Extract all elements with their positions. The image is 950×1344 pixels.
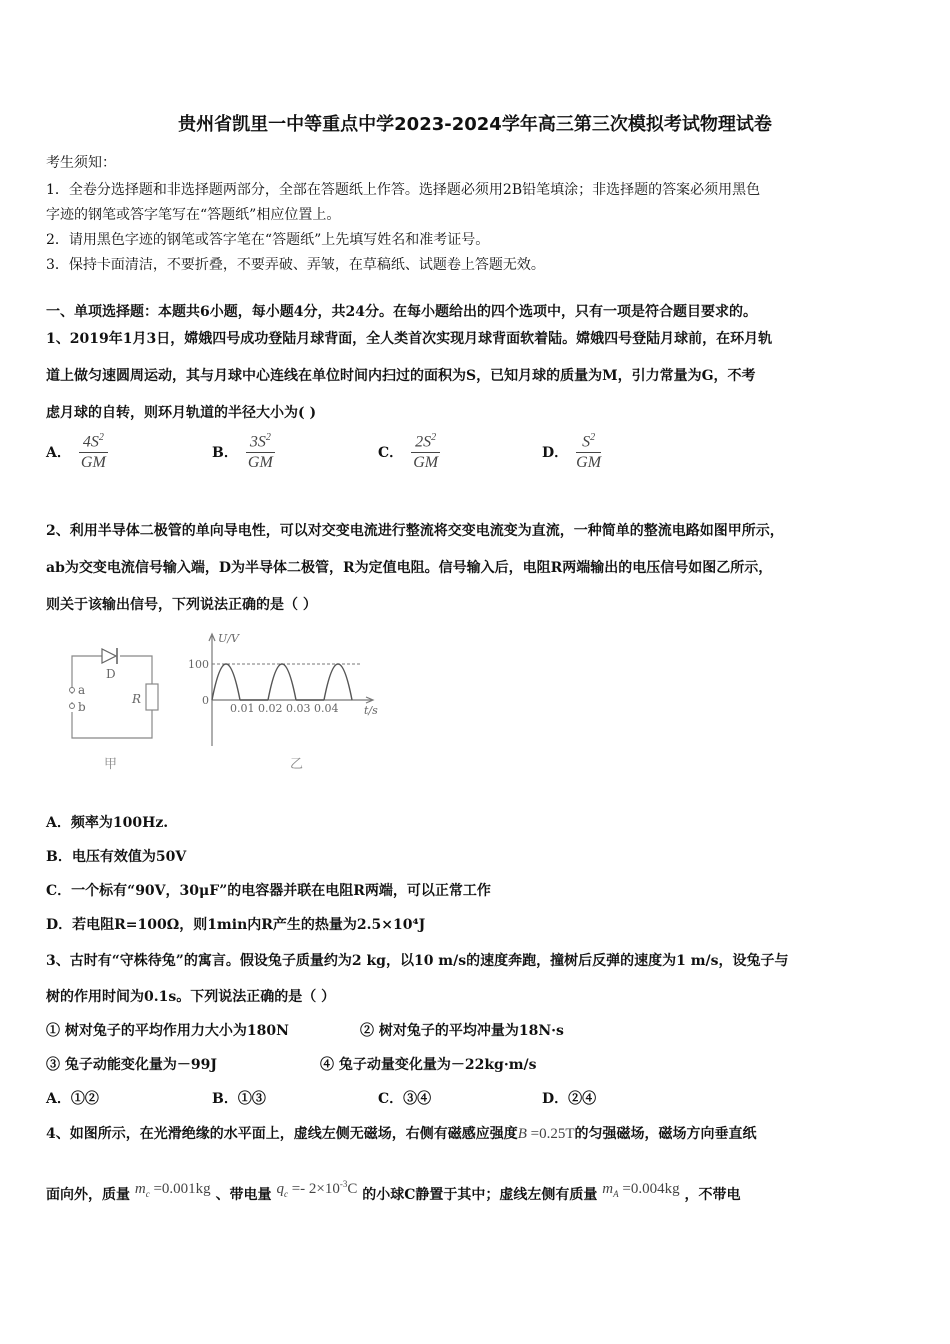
diode-label: D [106, 667, 116, 681]
q2-option-d[interactable]: D．若电阻R=100Ω，则1min内R产生的热量为2.5×10⁴J [46, 917, 426, 933]
q2-line-1: 2、利用半导体二极管的单向导电性，可以对交变电流进行整流将交变电流变为直流，一种简单的整流电路如图甲所示， [46, 523, 784, 539]
q2-option-c[interactable]: C．一个标有“90V，30μF”的电容器并联在电阻R两端，可以正常工作 [46, 883, 491, 899]
q2-option-a[interactable]: A．频率为100Hz. [46, 815, 169, 831]
q1-line-1: 1、2019年1月3日，嫦娥四号成功登陆月球背面，全人类首次实现月球背面软着陆。嫦娥四号登陆月球前，在环月轨 [46, 331, 773, 347]
q3-option-d[interactable]: D．②④ [542, 1091, 597, 1107]
y-axis-label: U/V [218, 632, 239, 645]
x-tick-2: 0.02 [258, 702, 283, 715]
x-tick-1: 0.01 [230, 702, 255, 715]
terminal-b-label: b [78, 700, 86, 714]
origin-label: 0 [202, 694, 209, 707]
q1-option-a[interactable]: A． $\frac{4S^2}{GM}$ [46, 432, 108, 472]
q3-option-c[interactable]: C．③④ [378, 1091, 432, 1107]
x-tick-3: 0.03 [286, 702, 311, 715]
q3-option-b[interactable]: B．①③ [212, 1091, 266, 1107]
pulse-1 [212, 664, 240, 700]
notice-item-3: 3．保持卡面清洁，不要折叠，不要弄破、弄皱，在草稿纸、试题卷上答题无效。 [46, 257, 545, 273]
q1-line-3: 虑月球的自转，则环月轨道的半径大小为( ) [46, 405, 317, 421]
q4-mass-a: $m_A =0.004kg$ [602, 1181, 680, 1199]
resistor-label: R [132, 692, 142, 706]
notice-item-1: 1．全卷分选择题和非选择题两部分，全部在答题纸上作答。选择题必须用2B铅笔填涂；非选择题的答案必须用黑色 [46, 182, 761, 198]
q3-statement-2: ② 树对兔子的平均冲量为18N·s [360, 1023, 564, 1039]
q4-field-strength: B =0.25T [517, 1126, 575, 1142]
q3-option-a[interactable]: A．①② [46, 1091, 99, 1107]
q4-mass-c: $m_c =0.001kg$ [134, 1181, 211, 1199]
notice-item-1-cont: 字迹的钢笔或答字笔写在“答题纸”相应位置上。 [46, 207, 341, 223]
x-axis-label: t/s [364, 704, 378, 717]
q2-line-2: ab为交变电流信号输入端，D为半导体二极管，R为定值电阻。信号输入后，电阻R两端输出的电压信号如图乙所示， [46, 560, 773, 576]
q3-statement-1: ① 树对兔子的平均作用力大小为180N [46, 1023, 289, 1039]
voltage-graph [180, 628, 390, 778]
q4-line-1: 4、如图所示，在光滑绝缘的水平面上，虚线左侧无磁场，右侧有磁感应强度B =0.25T的匀强磁场，磁场方向垂直纸 [46, 1126, 757, 1142]
notice-heading: 考生须知： [46, 155, 116, 171]
q2-option-b[interactable]: B．电压有效值为50V [46, 849, 187, 865]
y-max-label: 100 [188, 658, 209, 671]
q2-line-3: 则关于该输出信号，下列说法正确的是（ ） [46, 597, 317, 613]
pulse-3 [324, 664, 352, 700]
pulse-2 [268, 664, 296, 700]
terminal-b [70, 704, 75, 709]
q3-line-2: 树的作用时间为0.1s。下列说法正确的是（ ） [46, 989, 336, 1005]
terminal-a-label: a [78, 683, 86, 697]
section-heading: 一、单项选择题：本题共6小题，每小题4分，共24分。在每小题给出的四个选项中，只有一项是符合题目要求的。 [46, 304, 757, 320]
q4-charge-c: $q_c =- 2\times 10^{-3}C$ [276, 1179, 358, 1199]
q1-option-b[interactable]: B． $\frac{3S^2}{GM}$ [212, 432, 275, 472]
q3-line-1: 3、古时有“守株待兔”的寓言。假设兔子质量约为2 kg，以10 m/s的速度奔跑，撞树后反弹的速度为1 m/s，设兔子与 [46, 953, 789, 969]
graph-caption: 乙 [290, 757, 304, 772]
half-wave-curve [212, 664, 352, 700]
q1-line-2: 道上做匀速圆周运动，其与月球中心连线在单位时间内扫过的面积为S，已知月球的质量为M，引力常量为G，不考 [46, 368, 756, 384]
terminal-a [70, 688, 75, 693]
diode-symbol [102, 648, 117, 664]
notice-item-2: 2．请用黑色字迹的钢笔或答字笔在“答题纸”上先填写姓名和准考证号。 [46, 232, 490, 248]
q1-option-c[interactable]: C． $\frac{2S^2}{GM}$ [378, 432, 440, 472]
q3-statement-3: ③ 兔子动能变化量为－99J [46, 1057, 217, 1073]
circuit-diagram [60, 640, 170, 780]
q4-line-2: 面向外，质量 $m_c =0.001kg$ 、带电量 $q_c =- 2\times 10^{-3}C$ 的小球C静置于其中；虚线左侧有质量 $m_A =0.004kg$ ，不带电 [46, 1179, 741, 1203]
x-tick-4: 0.04 [314, 702, 339, 715]
q3-statement-4: ④ 兔子动量变化量为－22kg·m/s [320, 1057, 537, 1073]
q1-options [46, 432, 926, 488]
exam-title: 贵州省凯里一中等重点中学2023-2024学年高三第三次模拟考试物理试卷 [178, 114, 772, 135]
q1-option-d[interactable]: D． $\frac{S^2}{GM}$ [542, 432, 602, 472]
circuit-caption: 甲 [104, 757, 118, 772]
